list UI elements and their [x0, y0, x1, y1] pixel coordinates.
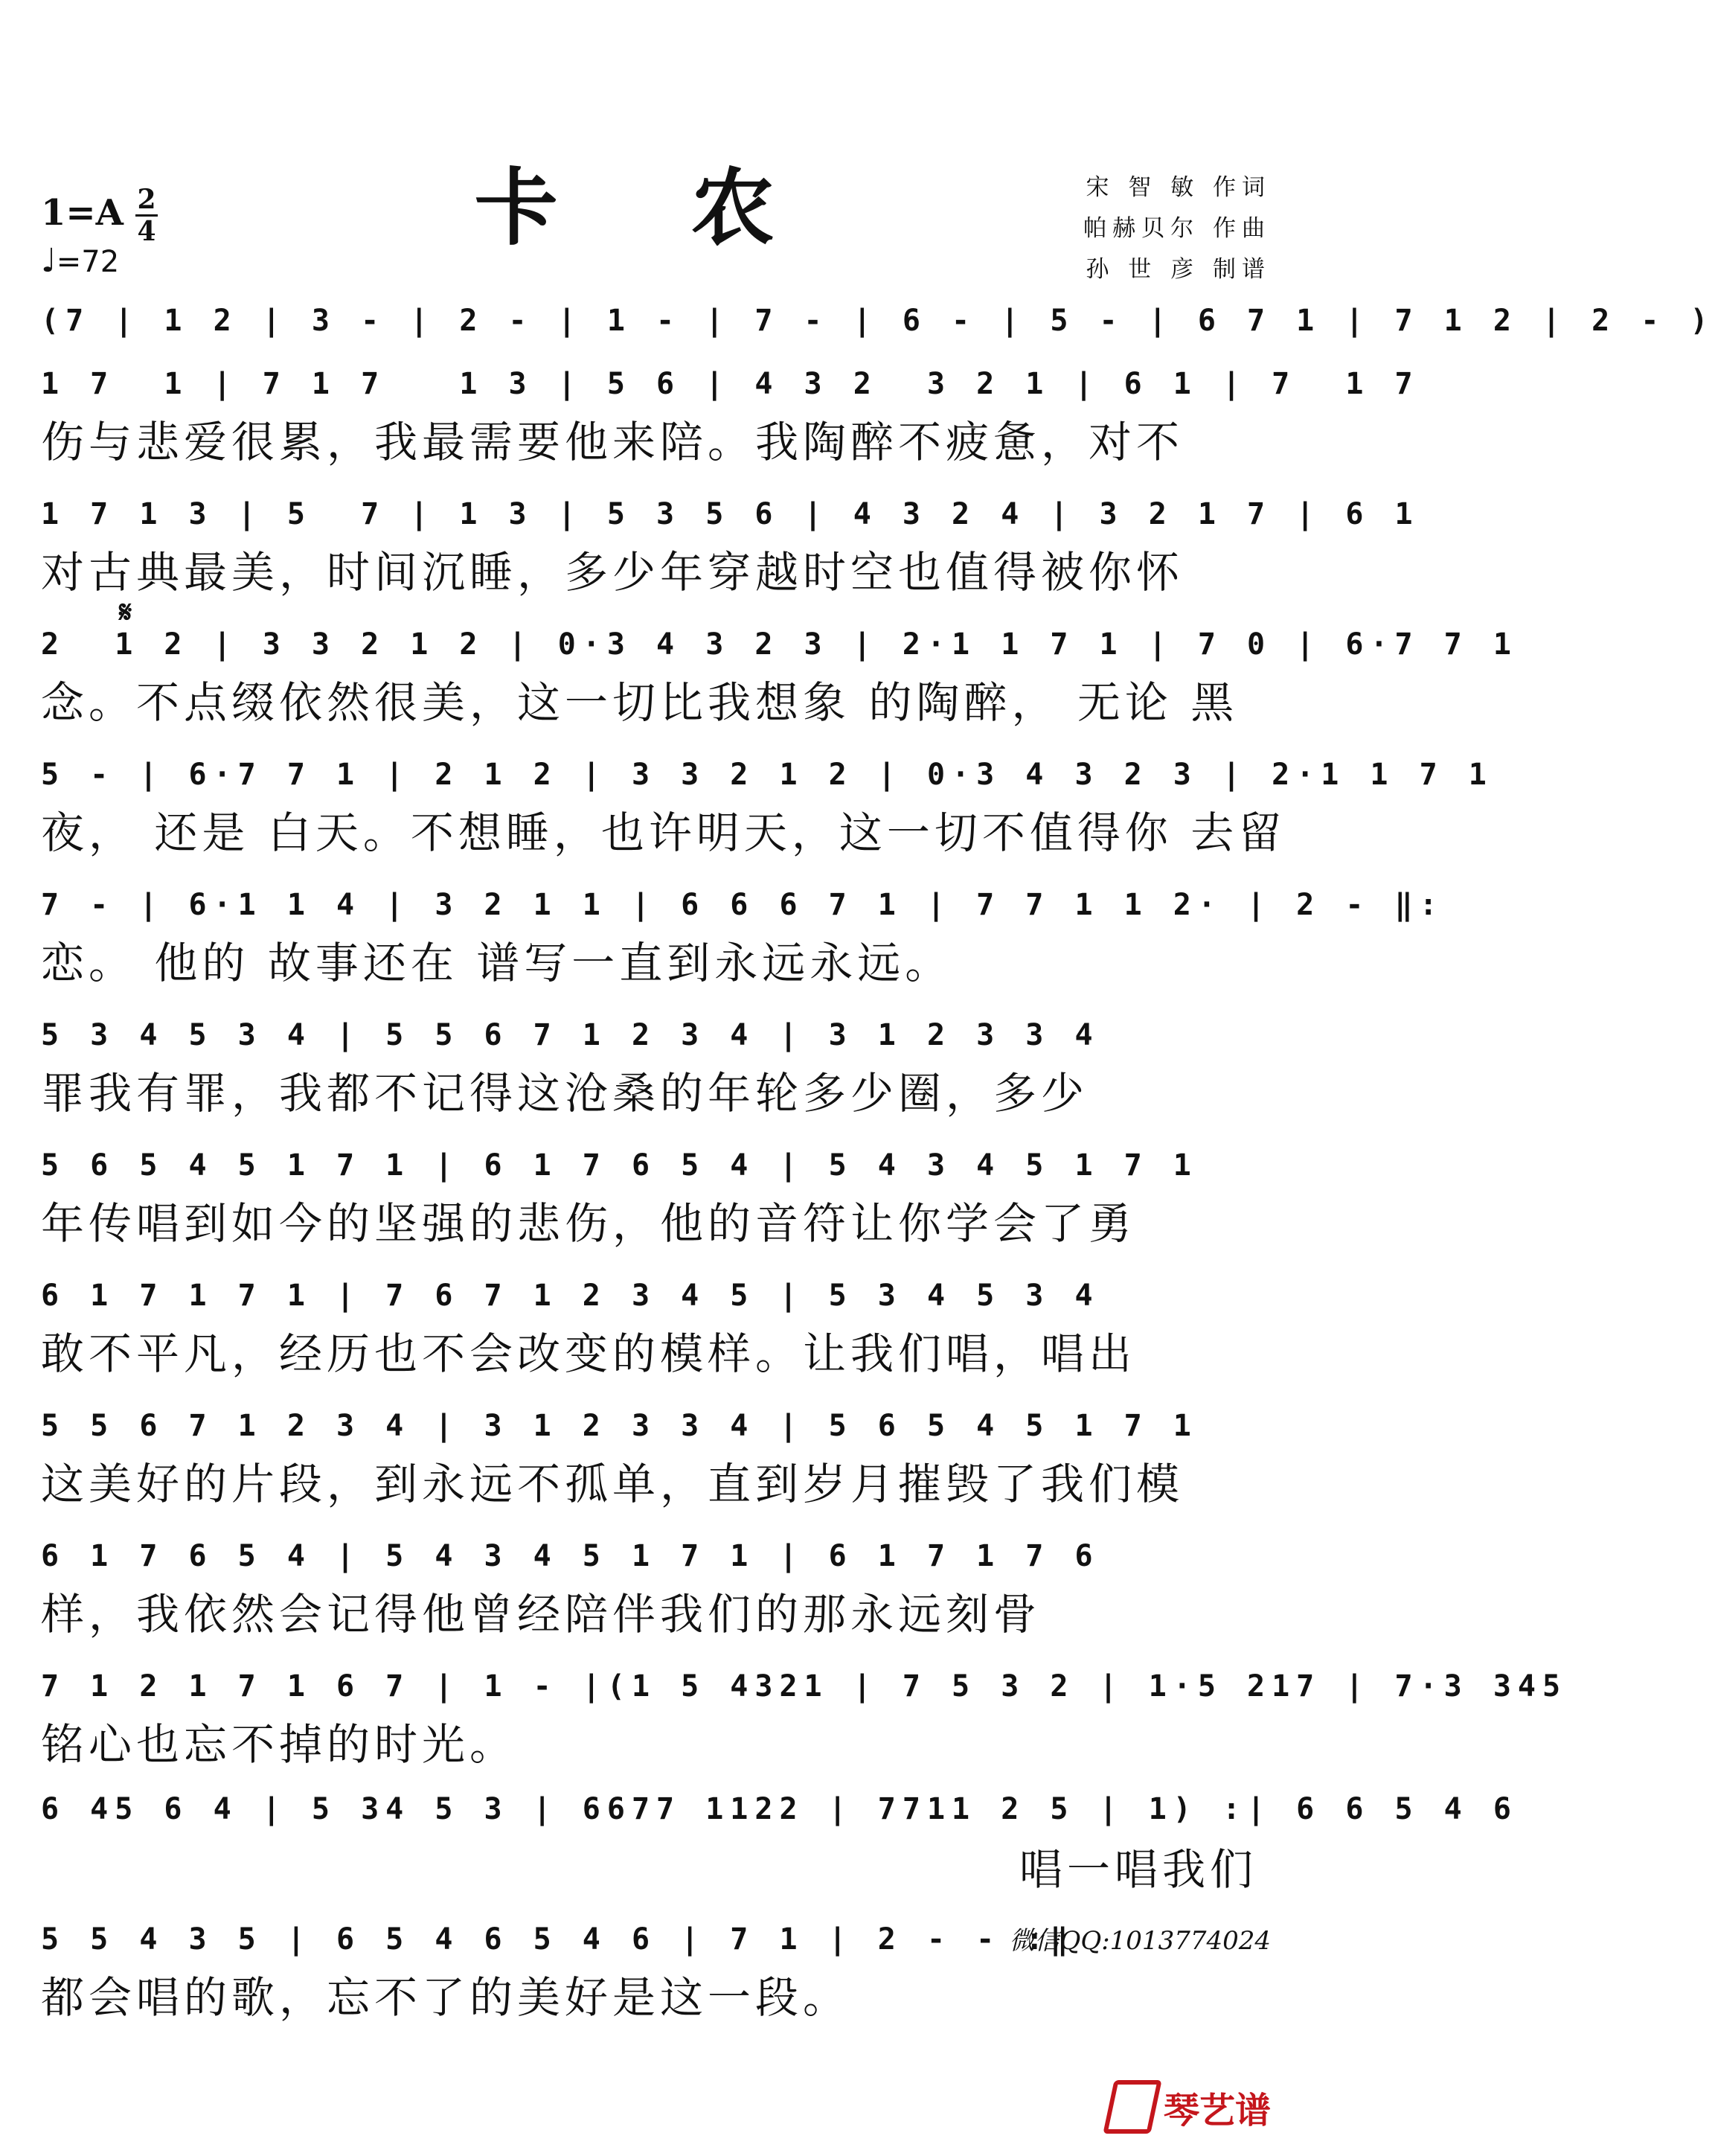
logo-mark-icon [1103, 2080, 1161, 2134]
staff-row-2 [41, 357, 1420, 472]
contact-info: 微信QQ:1013774024 [1009, 1926, 1271, 1956]
staff-row-12 [41, 1660, 1568, 1774]
lyrics-line: 恋。 他的 故事还在 谱写一直到永远永远。 [41, 938, 953, 988]
time-signature-bottom: 4 [137, 216, 156, 247]
brand-logo [1109, 2080, 1271, 2134]
staff-row-9 [41, 1269, 1269, 1384]
quarter-note-icon: ♩ [41, 242, 57, 280]
composer: 帕赫贝尔 作曲 [1083, 215, 1271, 242]
segno-icon: 𝄋 [119, 595, 132, 630]
notes-line: 7 1 2 1 7 1 6 7 | 1 - |(1 5 4321 | 7 5 3 2 | 1·5 217 | 7·3 345 [41, 1660, 1269, 1715]
lyrics-line-right: 唱一唱我们 [1019, 1844, 1257, 1895]
notes-line: 1 7 1 3 | 5 7 | 1 3 | 5 3 5 6 | 4 3 2 4 | 3 2 1 7 | 6 1 [41, 487, 1269, 543]
song-title: 卡 农 [474, 159, 827, 257]
staff-row-5 [41, 748, 1493, 863]
staff-row-10 [41, 1399, 1269, 1514]
time-signature-top: 2 [137, 184, 156, 215]
lyrics-line: 铭心也忘不掉的时光。 [41, 1719, 518, 1770]
staff-row-4 [41, 618, 1518, 732]
lyrics-line: 都会唱的歌，忘不了的美好是这一段。 [41, 1972, 851, 2023]
notes-line: 1 7 1 | 7 1 7 1 3 | 5 6 | 4 3 2 3 2 1 | 6 1 | 7 1 7 [41, 357, 1269, 412]
lyrics-line: 伤与悲爱很累，我最需要他来陪。我陶醉不疲惫，对不 [41, 417, 1185, 467]
staff-row-8 [41, 1139, 1269, 1253]
tempo-value: =72 [56, 245, 120, 279]
lyrics-line: 敢不平凡，经历也不会改变的模样。让我们唱，唱出 [41, 1328, 1137, 1379]
notes-line: 6 1 7 1 7 1 | 7 6 7 1 2 3 4 5 | 5 3 4 5 3 4 [41, 1269, 1269, 1324]
notes-line: 5 - | 6·7 7 1 | 2 1 2 | 3 3 2 1 2 | 0·3 4 3 2 3 | 2·1 1 7 1 [41, 748, 1269, 803]
notes-line: 6 1 7 6 5 4 | 5 4 3 4 5 1 7 1 | 6 1 7 1 7 6 [41, 1529, 1269, 1584]
lyrics-line: 罪我有罪，我都不记得这沧桑的年轮多少圈，多少 [41, 1068, 1089, 1119]
staff-row-6 [41, 878, 1444, 993]
lyrics-line: 这美好的片段，到永远不孤单，直到岁月摧毁了我们模 [41, 1459, 1185, 1509]
notes-line: 5 3 4 5 3 4 | 5 5 6 7 1 2 3 4 | 3 1 2 3 3 4 [41, 1008, 1269, 1063]
staff-row-7 [41, 1008, 1269, 1123]
credits [1083, 167, 1271, 290]
logo-text: 琴艺谱 [1163, 2089, 1271, 2131]
lyricist: 宋 智 敏 作词 [1086, 174, 1271, 201]
lyrics-line: 年传唱到如今的坚强的悲伤，他的音符让你学会了勇 [41, 1198, 1137, 1249]
lyrics-line: 样，我依然会记得他曾经陪伴我们的那永远刻骨 [41, 1589, 1042, 1640]
notes-line: 7 - | 6·1 1 4 | 3 2 1 1 | 6 6 6 7 1 | 7 7 1 1 2· | 2 - ‖: [41, 878, 1269, 933]
notes-line: (7 | 1 2 | 3 - | 2 - | 1 - | 7 - | 6 - | 5 - | 6 7 1 | 7 1 2 | 2 - ) [41, 294, 1269, 349]
time-signature [135, 186, 158, 245]
notes-line: 5 5 6 7 1 2 3 4 | 3 1 2 3 3 4 | 5 6 5 4 5 1 7 1 [41, 1399, 1269, 1454]
notes-line: 2 1 2 | 3 3 2 1 2 | 0·3 4 3 2 3 | 2·1 1 7 1 | 7 0 | 6·7 7 1 [41, 618, 1269, 673]
lyrics-line: 念。不点缀依然很美，这一切比我想象 的陶醉， 无论 黑 [41, 677, 1239, 728]
tempo [41, 242, 119, 280]
arranger: 孙 世 彦 制谱 [1086, 256, 1271, 283]
staff-row-11 [41, 1529, 1269, 1644]
lyrics-line: 夜， 还是 白天。不想睡，也许明天，这一切不值得你 去留 [41, 807, 1286, 858]
key-signature: 1=A [41, 192, 124, 234]
notes-line: 5 6 5 4 5 1 7 1 | 6 1 7 6 5 4 | 5 4 3 4 5 1 7 1 [41, 1139, 1269, 1194]
staff-row-3 [41, 487, 1420, 602]
lyrics-line: 对古典最美，时间沉睡，多少年穿越时空也值得被你怀 [41, 547, 1185, 598]
notes-line: 6 45 6 4 | 5 34 5 3 | 6677 1122 | 7711 2 5 | 1) :| 6 6 5 4 6 [41, 1782, 1269, 1837]
notes-line: 5 5 4 3 5 | 6 5 4 6 5 4 6 | 7 1 | 2 - - :‖ [41, 1913, 1269, 1968]
